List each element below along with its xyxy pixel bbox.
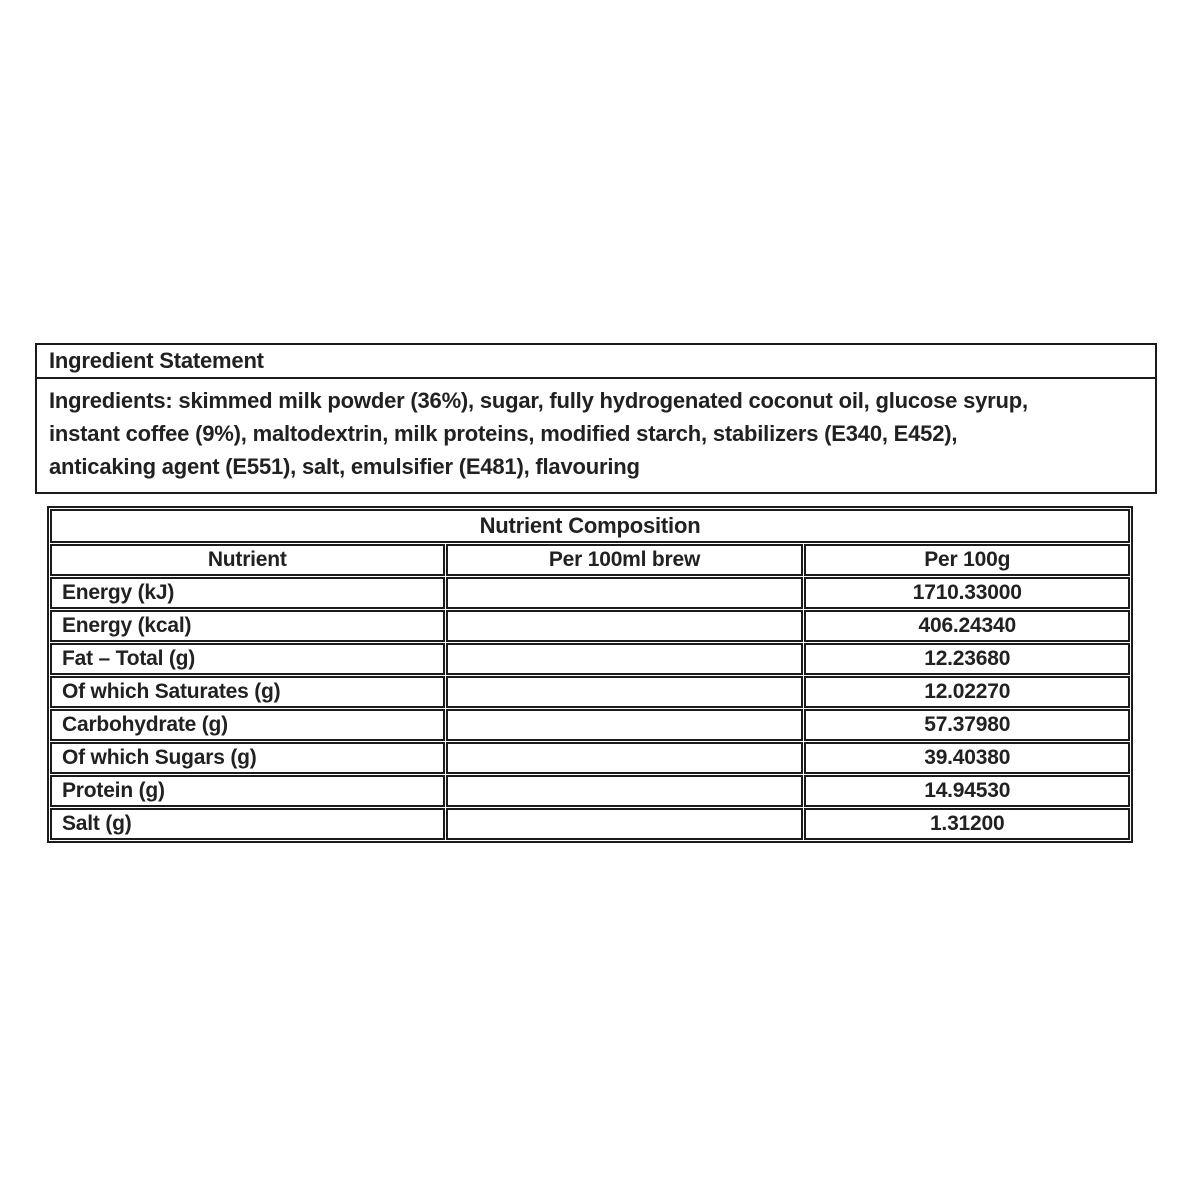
nutrient-name-cell: Of which Sugars (g) [50, 742, 445, 774]
table-row [50, 676, 1130, 708]
nutrient-name-cell: Salt (g) [50, 808, 445, 840]
table-header-row [50, 544, 1130, 576]
ingredient-statement-title: Ingredient Statement [37, 345, 1155, 379]
per-100ml-brew-cell [446, 610, 804, 642]
per-100ml-brew-cell [446, 577, 804, 609]
per-100g-value-cell: 1.31200 [804, 808, 1130, 840]
ingredient-statement-body [37, 379, 1155, 492]
nutrient-name-cell: Of which Saturates (g) [50, 676, 445, 708]
ingredient-statement-line: instant coffee (9%), maltodextrin, milk proteins, modified starch, stabilizers (E340, E452), [49, 421, 958, 446]
nutrient-table-title: Nutrient Composition [50, 509, 1130, 543]
nutrient-name-cell: Fat – Total (g) [50, 643, 445, 675]
ingredient-statement-line: anticaking agent (E551), salt, emulsifier (E481), flavouring [49, 454, 640, 479]
table-row [50, 775, 1130, 807]
table-row [50, 808, 1130, 840]
per-100g-value-cell: 39.40380 [804, 742, 1130, 774]
per-100ml-brew-cell [446, 742, 804, 774]
per-100g-value-cell: 12.23680 [804, 643, 1130, 675]
per-100g-value-cell: 1710.33000 [804, 577, 1130, 609]
per-100g-value-cell: 57.37980 [804, 709, 1130, 741]
per-100g-value-cell: 14.94530 [804, 775, 1130, 807]
per-100ml-brew-cell [446, 643, 804, 675]
column-header-nutrient: Nutrient [50, 544, 445, 576]
per-100g-value-cell: 406.24340 [804, 610, 1130, 642]
table-title-row [50, 509, 1130, 543]
nutrient-table-body [50, 577, 1130, 840]
column-header-per-100g: Per 100g [804, 544, 1130, 576]
nutrient-name-cell: Protein (g) [50, 775, 445, 807]
table-row [50, 610, 1130, 642]
per-100ml-brew-cell [446, 775, 804, 807]
per-100ml-brew-cell [446, 808, 804, 840]
ingredient-statement-line: Ingredients: skimmed milk powder (36%), sugar, fully hydrogenated coconut oil, glucose syrup, [49, 388, 1028, 413]
per-100ml-brew-cell [446, 676, 804, 708]
per-100ml-brew-cell [446, 709, 804, 741]
column-header-per-100ml-brew: Per 100ml brew [446, 544, 804, 576]
nutrient-name-cell: Energy (kcal) [50, 610, 445, 642]
nutrient-name-cell: Carbohydrate (g) [50, 709, 445, 741]
table-row [50, 742, 1130, 774]
per-100g-value-cell: 12.02270 [804, 676, 1130, 708]
table-row [50, 643, 1130, 675]
nutrient-name-cell: Energy (kJ) [50, 577, 445, 609]
table-row [50, 709, 1130, 741]
table-row [50, 577, 1130, 609]
ingredient-statement-box [35, 343, 1157, 494]
nutrient-composition-table [47, 506, 1133, 843]
